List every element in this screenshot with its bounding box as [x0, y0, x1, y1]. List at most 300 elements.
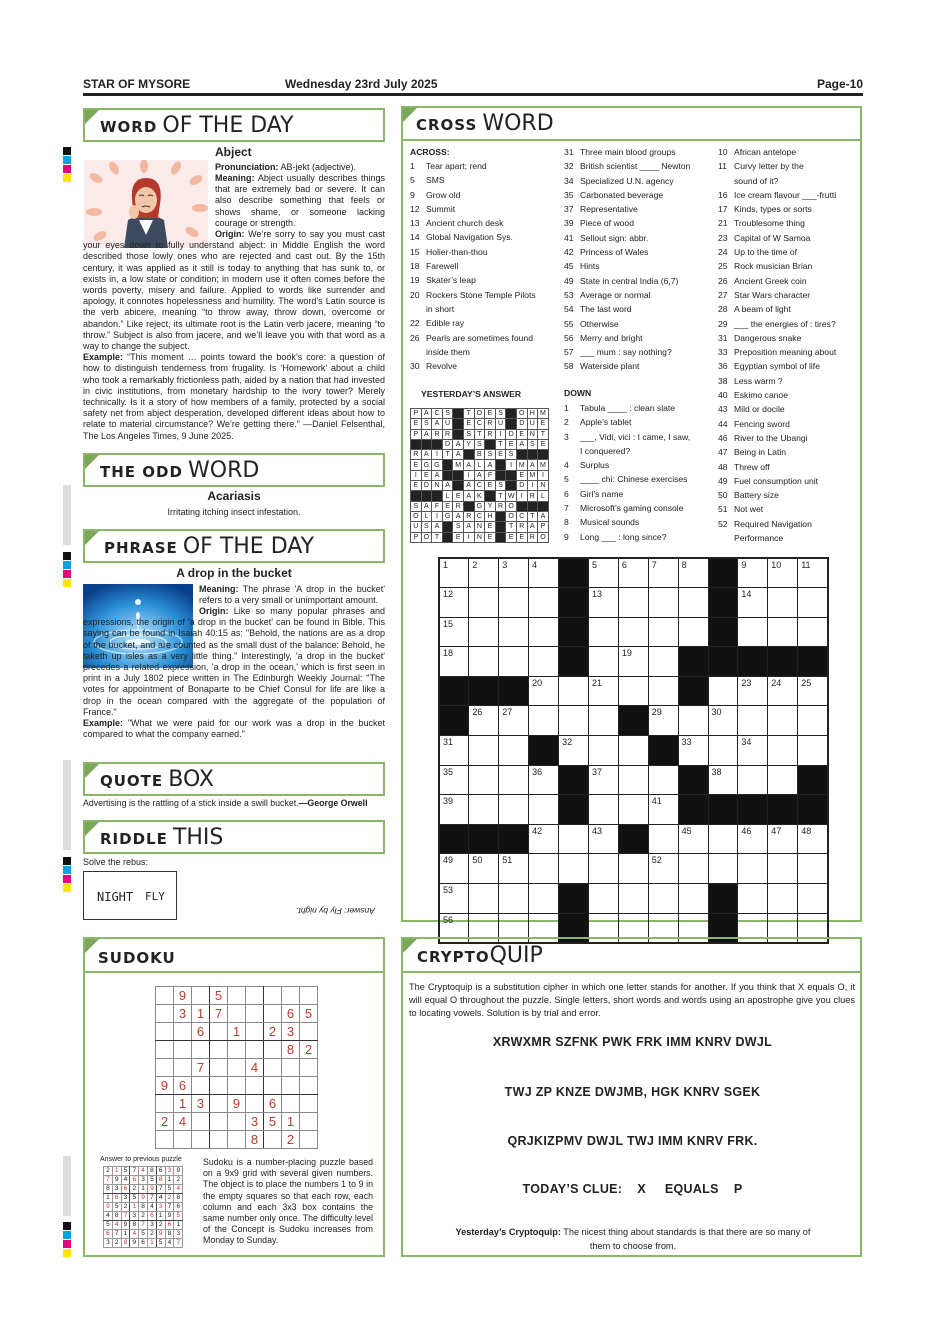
answer-cell: I [432, 511, 443, 521]
answer-cell: E [411, 481, 422, 491]
clue-number: 12 [410, 203, 420, 214]
answer-cell: 8 [174, 1194, 183, 1203]
sudoku-cell[interactable] [246, 987, 264, 1005]
grid-cell[interactable]: 12 [439, 588, 469, 618]
reg-mark [63, 857, 71, 865]
grid-cell[interactable]: 24 [768, 676, 798, 706]
clue-text: Capital of W Samoa [734, 232, 811, 243]
answer-cell [506, 481, 517, 491]
grid-cell[interactable] [469, 617, 499, 647]
corner-tab [403, 108, 417, 122]
grid-cell[interactable] [588, 706, 618, 736]
answer-cell: 3 [104, 1239, 113, 1248]
sudoku-cell[interactable] [264, 1077, 282, 1095]
grid-cell[interactable]: 23 [738, 676, 768, 706]
sudoku-cell[interactable] [264, 987, 282, 1005]
sudoku-cell[interactable] [300, 1023, 318, 1041]
block-cell [678, 795, 708, 825]
sudoku-cell[interactable] [210, 1095, 228, 1113]
sudoku-cell[interactable] [300, 1077, 318, 1095]
grid-cell[interactable]: 25 [798, 676, 828, 706]
sudoku-cell[interactable] [246, 1095, 264, 1113]
sudoku-cell: 8 [246, 1131, 264, 1149]
grid-cell[interactable]: 1 [439, 558, 469, 588]
grid-cell[interactable] [588, 617, 618, 647]
sudoku-cell[interactable] [228, 1131, 246, 1149]
grid-cell[interactable] [678, 854, 708, 884]
answer-cell: E [411, 419, 422, 429]
sudoku-cell[interactable] [210, 1131, 228, 1149]
grid-cell[interactable]: 48 [798, 824, 828, 854]
grid-cell[interactable] [469, 765, 499, 795]
clue-text: Pearls are sometimes found [426, 332, 533, 343]
grid-cell[interactable] [678, 706, 708, 736]
grid-cell[interactable]: 52 [648, 854, 678, 884]
sudoku-cell[interactable] [210, 1041, 228, 1059]
corner-tab [85, 939, 99, 953]
grid-cell[interactable] [798, 736, 828, 766]
clue-number: 57 [564, 347, 574, 358]
grid-cell[interactable]: 38 [708, 765, 738, 795]
answer-cell: M [516, 460, 527, 470]
sudoku-cell[interactable] [192, 987, 210, 1005]
reg-mark [63, 174, 71, 182]
answer-cell: A [463, 481, 474, 491]
clue-text: Fencing sword [734, 418, 790, 429]
answer-cell: E [453, 532, 464, 542]
grid-cell[interactable] [738, 706, 768, 736]
clue-text: ___ mum : say nothing? [580, 347, 672, 358]
answer-cell: N [432, 481, 443, 491]
grid-cell[interactable] [559, 854, 589, 884]
grid-cell[interactable]: 19 [618, 647, 648, 677]
grid-cell[interactable] [618, 884, 648, 914]
answer-cell: 9 [156, 1230, 165, 1239]
grid-cell[interactable] [768, 617, 798, 647]
grid-cell[interactable]: 32 [559, 736, 589, 766]
grid-cell[interactable] [618, 588, 648, 618]
sudoku-cell[interactable] [192, 1113, 210, 1131]
clue [718, 259, 836, 273]
sudoku-cell[interactable] [264, 1059, 282, 1077]
grid-cell[interactable] [588, 854, 618, 884]
answer-cell: 1 [147, 1239, 156, 1248]
riddle-answer: Answer: Fly by night. [296, 906, 375, 916]
grid-cell[interactable]: 49 [439, 854, 469, 884]
grid-cell[interactable] [529, 706, 559, 736]
sudoku-cell[interactable] [228, 1041, 246, 1059]
grid-cell[interactable]: 8 [678, 558, 708, 588]
grid-cell[interactable]: 43 [588, 824, 618, 854]
corner-tab [85, 110, 99, 124]
sudoku-cell[interactable] [192, 1077, 210, 1095]
sudoku-cell: 5 [210, 987, 228, 1005]
grid-cell[interactable] [708, 854, 738, 884]
grid-cell[interactable] [499, 647, 529, 677]
grid-cell[interactable] [648, 884, 678, 914]
answer-cell: P [411, 429, 422, 439]
sudoku-cell[interactable] [282, 987, 300, 1005]
grid-cell[interactable]: 34 [738, 736, 768, 766]
sudoku-cell[interactable] [156, 1023, 174, 1041]
grid-cell[interactable] [618, 736, 648, 766]
clue-number: 55 [564, 318, 574, 329]
answer-cell: 5 [139, 1230, 148, 1239]
answer-cell: Y [463, 439, 474, 449]
grid-cell[interactable]: 31 [439, 736, 469, 766]
grid-cell[interactable] [588, 795, 618, 825]
sudoku-cell[interactable] [210, 1059, 228, 1077]
answer-cell: T [527, 511, 538, 521]
answer-cell: O [516, 409, 527, 419]
grid-cell[interactable] [499, 795, 529, 825]
rebus-word-fly: FLY [145, 890, 165, 903]
grid-cell[interactable] [529, 647, 559, 677]
answer-cell: 2 [104, 1167, 113, 1176]
grid-cell[interactable]: 41 [648, 795, 678, 825]
answer-cell: S [453, 522, 464, 532]
clue-text: Microsoft’s gaming console [580, 503, 684, 514]
grid-cell[interactable]: 26 [469, 706, 499, 736]
grid-cell[interactable] [469, 884, 499, 914]
answer-cell [495, 511, 506, 521]
sudoku-cell[interactable] [228, 1113, 246, 1131]
clue-text: Star Wars character [734, 289, 811, 300]
down-clues-col2 [564, 401, 690, 544]
clue [410, 230, 536, 244]
rebus-word-night: NIGHT [97, 890, 134, 904]
sudoku-cell[interactable] [174, 1131, 192, 1149]
answer-cell: O [506, 501, 517, 511]
sudoku-cell[interactable] [246, 1005, 264, 1023]
sudoku-cell[interactable] [210, 1113, 228, 1131]
sudoku-cell[interactable] [192, 1131, 210, 1149]
grid-cell[interactable]: 27 [499, 706, 529, 736]
grid-cell[interactable] [708, 736, 738, 766]
grid-cell[interactable] [648, 765, 678, 795]
grid-cell[interactable] [738, 884, 768, 914]
grid-cell[interactable]: 50 [469, 854, 499, 884]
clue-number: 29 [718, 318, 728, 329]
clue [718, 317, 836, 331]
grid-cell[interactable]: 45 [678, 824, 708, 854]
grid-cell[interactable] [648, 824, 678, 854]
grid-cell[interactable] [738, 617, 768, 647]
gray-bar [63, 1156, 71, 1216]
grid-cell[interactable] [529, 588, 559, 618]
answer-cell: E [485, 481, 496, 491]
grid-cell[interactable]: 3 [499, 558, 529, 588]
grid-cell[interactable] [798, 884, 828, 914]
grid-cell[interactable] [499, 736, 529, 766]
grid-cell[interactable]: 20 [529, 676, 559, 706]
sudoku-cell[interactable] [228, 1005, 246, 1023]
sudoku-cell: 7 [192, 1059, 210, 1077]
yesterday-answer-grid [410, 408, 549, 543]
grid-cell[interactable]: 2 [469, 558, 499, 588]
grid-cell[interactable] [588, 647, 618, 677]
sudoku-cell: 6 [264, 1095, 282, 1113]
block-cell [708, 617, 738, 647]
clue-number: 52 [718, 518, 728, 529]
clue [718, 202, 836, 216]
clue-number: 8 [564, 517, 569, 528]
sudoku-cell[interactable] [246, 1041, 264, 1059]
grid-cell[interactable]: 15 [439, 617, 469, 647]
grid-cell[interactable] [499, 765, 529, 795]
grid-cell[interactable] [588, 736, 618, 766]
grid-cell[interactable] [469, 647, 499, 677]
grid-cell[interactable]: 36 [529, 765, 559, 795]
clue-number: 19 [410, 275, 420, 286]
clue-text: Required Navigation [734, 518, 812, 529]
grid-cell[interactable] [678, 588, 708, 618]
grid-cell[interactable]: 14 [738, 588, 768, 618]
grid-cell[interactable] [708, 676, 738, 706]
word-pronunciation: Pronunciation: AB-jekt (adjective). [215, 162, 357, 172]
clue-text: Fuel consumption unit [734, 475, 819, 486]
sudoku-cell[interactable] [300, 1131, 318, 1149]
quote-title: QUOTE BOX [100, 767, 214, 792]
grid-cell[interactable] [618, 617, 648, 647]
clue-number: 5 [410, 175, 415, 186]
block-cell [798, 765, 828, 795]
clue-text: Not wet [734, 504, 764, 515]
answer-cell: A [432, 470, 443, 480]
answer-cell: 4 [121, 1176, 130, 1185]
answer-cell: 2 [165, 1194, 174, 1203]
sudoku-cell[interactable] [282, 1095, 300, 1113]
sudoku-cell[interactable] [192, 1041, 210, 1059]
answer-cell [463, 501, 474, 511]
answer-cell: C [474, 419, 485, 429]
sudoku-cell[interactable] [300, 987, 318, 1005]
grid-cell[interactable]: 6 [618, 558, 648, 588]
reg-mark [63, 561, 71, 569]
answer-cell: A [527, 460, 538, 470]
sudoku-cell[interactable] [156, 1095, 174, 1113]
cipher-line-2: TWJ ZP KNZE DWJMB, HGK KNRV SGEK [504, 1085, 761, 1099]
grid-cell[interactable] [798, 706, 828, 736]
clue [718, 274, 836, 288]
clue-text: African antelope [734, 147, 797, 157]
corner-tab [403, 939, 417, 953]
sudoku-cell[interactable] [264, 1131, 282, 1149]
answer-cell [527, 450, 538, 460]
clue [718, 288, 836, 302]
sudoku-cell: 4 [174, 1113, 192, 1131]
grid-cell[interactable] [768, 736, 798, 766]
clue-number: 48 [718, 461, 728, 472]
grid-cell[interactable]: 39 [439, 795, 469, 825]
grid-cell[interactable]: 53 [439, 884, 469, 914]
block-cell [768, 647, 798, 677]
clue-text: in short [426, 303, 455, 314]
clue [410, 259, 536, 273]
answer-cell: G [432, 460, 443, 470]
grid-cell[interactable]: 5 [588, 558, 618, 588]
grid-cell[interactable] [648, 588, 678, 618]
clue [718, 216, 836, 230]
sudoku-cell[interactable] [156, 1041, 174, 1059]
clue-number: 6 [564, 488, 569, 499]
answer-cell: R [453, 501, 464, 511]
clue-text: Mild or docile [734, 404, 785, 415]
clue-number: 4 [564, 460, 569, 471]
grid-cell[interactable]: 10 [768, 558, 798, 588]
grid-cell[interactable] [798, 617, 828, 647]
answer-cell: 8 [147, 1167, 156, 1176]
grid-cell[interactable]: 47 [768, 824, 798, 854]
grid-cell[interactable] [559, 824, 589, 854]
answer-cell: 3 [156, 1203, 165, 1212]
grid-cell[interactable] [768, 765, 798, 795]
grid-cell[interactable] [618, 765, 648, 795]
sudoku-cell[interactable] [156, 1059, 174, 1077]
answer-cell [485, 439, 496, 449]
clue [718, 517, 836, 531]
grid-cell[interactable]: 56 [439, 913, 469, 943]
answer-cell: 9 [174, 1167, 183, 1176]
grid-cell[interactable] [678, 884, 708, 914]
grid-cell[interactable]: 7 [648, 558, 678, 588]
grid-cell[interactable] [648, 676, 678, 706]
sudoku-cell[interactable] [228, 987, 246, 1005]
answer-cell: A [453, 439, 464, 449]
sudoku-cell[interactable] [282, 1077, 300, 1095]
block-cell [559, 884, 589, 914]
grid-cell[interactable] [469, 736, 499, 766]
grid-cell[interactable] [678, 617, 708, 647]
clue-text: River to the Ubangi [734, 432, 808, 443]
sudoku-cell[interactable] [300, 1113, 318, 1131]
grid-cell[interactable] [588, 884, 618, 914]
sudoku-cell[interactable] [264, 1005, 282, 1023]
grid-cell[interactable] [648, 617, 678, 647]
grid-cell[interactable] [798, 854, 828, 884]
answer-cell [527, 501, 538, 511]
grid-cell[interactable] [768, 706, 798, 736]
answer-cell: S [485, 450, 496, 460]
grid-cell[interactable] [618, 795, 648, 825]
grid-cell[interactable] [499, 588, 529, 618]
grid-cell[interactable]: 21 [588, 676, 618, 706]
grid-cell[interactable]: 37 [588, 765, 618, 795]
riddle-title: RIDDLE THIS [100, 825, 224, 850]
grid-cell[interactable] [618, 676, 648, 706]
sudoku-cell[interactable] [174, 1059, 192, 1077]
clue-text: Rockers Stone Temple Pilots [426, 289, 536, 300]
sudoku-cell[interactable] [156, 1131, 174, 1149]
grid-cell[interactable] [708, 824, 738, 854]
grid-cell[interactable] [738, 854, 768, 884]
grid-cell[interactable]: 18 [439, 647, 469, 677]
block-cell [738, 647, 768, 677]
grid-cell[interactable] [768, 854, 798, 884]
sudoku-cell[interactable] [156, 987, 174, 1005]
clue [564, 331, 690, 345]
grid-cell[interactable] [469, 588, 499, 618]
clue-text: Representative [580, 204, 638, 215]
header-rule [83, 93, 863, 96]
sudoku-cell[interactable] [246, 1077, 264, 1095]
paper-name: STAR OF MYSORE [83, 77, 191, 91]
sudoku-cell[interactable] [264, 1041, 282, 1059]
sudoku-cell[interactable] [228, 1077, 246, 1095]
grid-cell[interactable]: 13 [588, 588, 618, 618]
grid-cell[interactable] [798, 588, 828, 618]
sudoku-cell[interactable] [156, 1005, 174, 1023]
grid-cell[interactable] [559, 676, 589, 706]
sudoku-cell[interactable] [300, 1095, 318, 1113]
grid-cell[interactable]: 4 [529, 558, 559, 588]
grid-cell[interactable]: 11 [798, 558, 828, 588]
answer-cell: N [527, 429, 538, 439]
clue-text: Farewell [426, 261, 459, 272]
grid-cell[interactable] [469, 795, 499, 825]
grid-cell[interactable]: 33 [678, 736, 708, 766]
grid-cell[interactable] [618, 854, 648, 884]
grid-cell[interactable]: 29 [648, 706, 678, 736]
clue [564, 288, 690, 302]
clue-number: 50 [718, 490, 728, 501]
sudoku-answer-grid [103, 1166, 183, 1248]
sudoku-cell[interactable] [210, 1077, 228, 1095]
sudoku-cell[interactable] [300, 1059, 318, 1077]
block-cell [678, 647, 708, 677]
answer-cell: 3 [112, 1185, 121, 1194]
answer-cell: 5 [147, 1176, 156, 1185]
clue-text: Eskimo canoe [734, 390, 788, 401]
grid-cell[interactable] [499, 617, 529, 647]
answer-cell: 4 [174, 1185, 183, 1194]
sudoku-cell[interactable] [282, 1059, 300, 1077]
sudoku-cell[interactable] [246, 1023, 264, 1041]
clue [718, 445, 836, 459]
clue [564, 487, 690, 501]
grid-cell[interactable] [559, 706, 589, 736]
grid-cell[interactable]: 30 [708, 706, 738, 736]
answer-cell: S [495, 481, 506, 491]
sudoku-cell[interactable] [174, 1041, 192, 1059]
grid-cell[interactable]: 9 [738, 558, 768, 588]
grid-cell[interactable]: 42 [529, 824, 559, 854]
sudoku-cell[interactable] [210, 1023, 228, 1041]
sudoku-cell[interactable] [174, 1023, 192, 1041]
grid-cell[interactable] [768, 588, 798, 618]
grid-cell[interactable] [648, 647, 678, 677]
grid-cell[interactable] [529, 884, 559, 914]
grid-cell[interactable]: 46 [738, 824, 768, 854]
grid-cell[interactable] [768, 884, 798, 914]
grid-cell[interactable]: 51 [499, 854, 529, 884]
sudoku-cell[interactable] [228, 1059, 246, 1077]
answer-cell: S [474, 439, 485, 449]
grid-cell[interactable]: 35 [439, 765, 469, 795]
answer-cell [495, 470, 506, 480]
clue-number: 18 [410, 261, 420, 272]
answer-cell [485, 491, 496, 501]
grid-cell[interactable] [529, 617, 559, 647]
clue [718, 159, 836, 173]
grid-cell[interactable] [499, 884, 529, 914]
grid-cell[interactable] [529, 854, 559, 884]
block-cell [559, 617, 589, 647]
grid-cell[interactable] [529, 795, 559, 825]
answer-cell: 5 [121, 1167, 130, 1176]
answer-cell: U [442, 419, 453, 429]
grid-cell[interactable] [738, 765, 768, 795]
